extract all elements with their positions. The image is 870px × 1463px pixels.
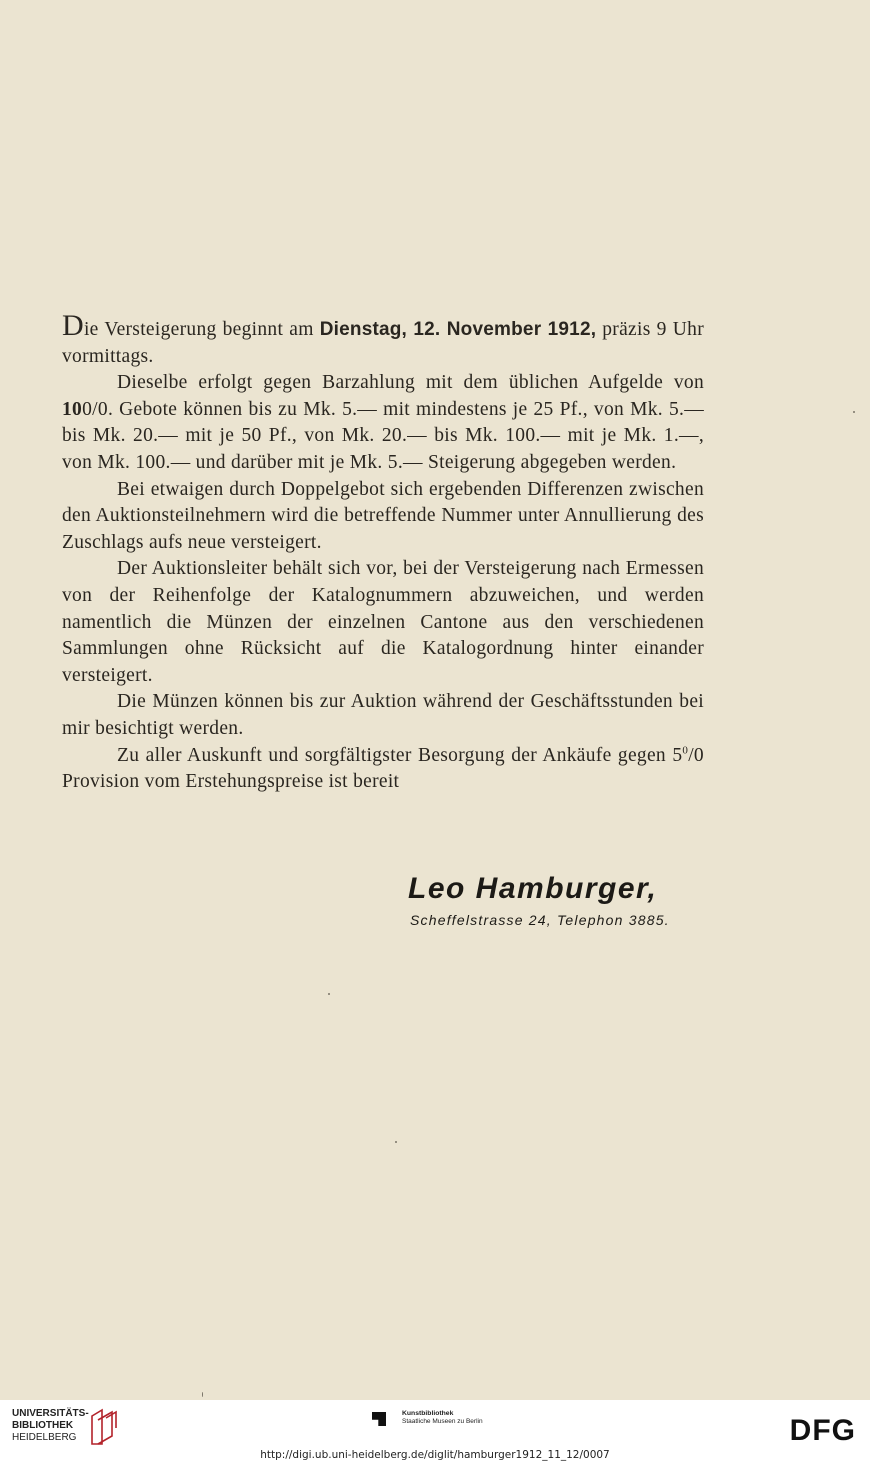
paragraph-commission: Zu aller Auskunft und sorgfältigster Besorgung der Ankäufe gegen $5^0/0$ Provision vom Erstehungspreise ist bereit <box>62 744 704 793</box>
paragraph-payment: Dieselbe erfolgt gegen Barzahlung mit dem üblichen Aufgelde von 100/0. Gebote können bis zu Mk. 5.— mit mindestens je 25 Pf., von Mk. 5.— bis Mk. 20.— mit je 50 Pf., von Mk. 20.— bis Mk. 100.— mit je Mk. 1.—, von Mk. 100.— und darüber mit je Mk. 5.— Steigerung abgegeben werden. <box>62 372 704 473</box>
ub-heidelberg-mark-icon <box>88 1406 118 1446</box>
premium-percent: 10 <box>62 398 83 420</box>
drop-cap: D <box>62 309 84 342</box>
percent-sign: 0/0 <box>82 398 108 420</box>
digitization-footer <box>0 1400 870 1463</box>
kunstbibliothek-logo[interactable]: Kunstbibliothek Staatliche Museen zu Berlin <box>372 1410 483 1426</box>
permalink-url[interactable]: http://digi.ub.uni-heidelberg.de/diglit/hamburger1912_11_12/0007 <box>260 1449 610 1461</box>
signature-address: Scheffelstrasse 24, Telephon 3885. <box>410 912 670 928</box>
signature-block <box>408 872 708 928</box>
kunstbibliothek-icon <box>372 1412 386 1426</box>
ub-heidelberg-logo[interactable]: UNIVERSITÄTS- BIBLIOTHEK HEIDELBERG <box>12 1408 89 1443</box>
auction-terms-text <box>62 309 704 796</box>
signature-name: Leo Hamburger, <box>408 872 658 905</box>
paper-speck <box>395 1141 397 1143</box>
paper-speck <box>328 993 330 995</box>
paragraph-viewing: Die Münzen können bis zur Auktion während der Geschäftsstunden bei mir besichtigt werden. <box>62 691 704 739</box>
auction-date: Dienstag, 12. November 1912, <box>319 319 597 340</box>
paragraph-order: Der Auktionsleiter behält sich vor, bei der Versteigerung nach Ermessen von der Reihenfolge der Katalognummern abzuweichen, und werden namentlich die Münzen der einzelnen Cantone aus den verschiedenen Sammlungen ohne Rücksicht auf die Katalogordnung hinter einander versteigert. <box>62 558 704 686</box>
dfg-logo[interactable]: DFG <box>789 1414 856 1447</box>
paragraph-double-bids: Bei etwaigen durch Doppelgebot sich ergebenden Differenzen zwischen den Auktionsteilnehmern wird die betreffende Nummer unter Annullierung des Zuschlags aufs neue versteigert. <box>62 478 704 553</box>
paper-speck <box>202 1392 203 1397</box>
paper-speck <box>853 411 855 413</box>
paragraph-auction-date: Die Versteigerung beginnt am Dienstag, 12. November 1912, präzis 9 Uhr vormittags. <box>62 309 704 367</box>
